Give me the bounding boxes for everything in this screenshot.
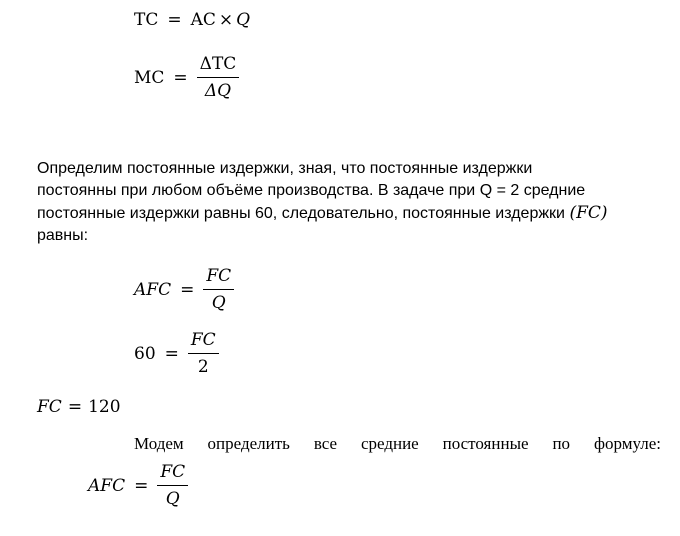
- eq-equals: =: [180, 279, 195, 300]
- equation-fc-result: [37, 397, 121, 417]
- eq-equals: =: [67, 397, 83, 417]
- eq-lhs: FC: [37, 397, 62, 417]
- equation-marginal-cost: [134, 54, 239, 101]
- paragraph-fixed-costs: [37, 158, 657, 247]
- eq-lhs: AFC: [88, 475, 126, 496]
- equation-afc-formula: [88, 462, 188, 509]
- sentence-word: постоянные: [442, 434, 529, 453]
- fraction-numerator: ΔTC: [197, 54, 240, 78]
- eq-equals: =: [134, 475, 149, 496]
- fraction-denominator: ΔQ: [204, 81, 232, 101]
- fraction-denominator: Q: [211, 293, 226, 313]
- eq-lhs: TC: [134, 10, 159, 30]
- equation-afc-definition: [134, 266, 234, 313]
- fraction-numerator: FC: [157, 462, 188, 486]
- sentence-word: все: [313, 434, 338, 453]
- equation-afc-substituted: [134, 330, 219, 377]
- sentence-afc-formula: [134, 434, 661, 454]
- fraction: [197, 54, 240, 101]
- fraction-denominator: Q: [165, 489, 180, 509]
- eq-times: ×: [218, 10, 234, 30]
- sentence-word: определить: [207, 434, 290, 453]
- fraction-numerator: FC: [188, 330, 219, 354]
- sentence-word: средние: [360, 434, 419, 453]
- fraction: [188, 330, 219, 377]
- eq-equals: =: [167, 10, 182, 30]
- eq-lhs: MC: [134, 67, 165, 88]
- fraction: [157, 462, 188, 509]
- equation-total-cost: [134, 10, 250, 30]
- paragraph-line-3: постоянные издержки равны 60, следовательно, постоянные издержки: [37, 205, 565, 222]
- eq-equals: =: [164, 343, 179, 364]
- eq-lhs: AFC: [134, 279, 172, 300]
- eq-term-ac: AC: [190, 10, 216, 30]
- fraction-denominator: 2: [197, 357, 209, 377]
- fraction-numerator: FC: [203, 266, 234, 290]
- sentence-word: Модем: [134, 434, 184, 453]
- eq-rhs: 120: [88, 397, 121, 417]
- eq-term-q: Q: [236, 10, 251, 30]
- eq-lhs: 60: [134, 343, 156, 364]
- sentence-word: по: [552, 434, 571, 453]
- paragraph-line-4: равны:: [37, 227, 89, 244]
- eq-equals: =: [173, 67, 188, 88]
- fraction: [203, 266, 234, 313]
- paragraph-line-2: постоянны при любом объёме производства. В задаче при Q = 2 средние: [37, 182, 586, 199]
- inline-math-fc: (FC): [569, 203, 608, 223]
- sentence-word: формуле:: [593, 434, 661, 453]
- paragraph-line-1: Определим постоянные издержки, зная, что постоянные издержки: [37, 160, 533, 177]
